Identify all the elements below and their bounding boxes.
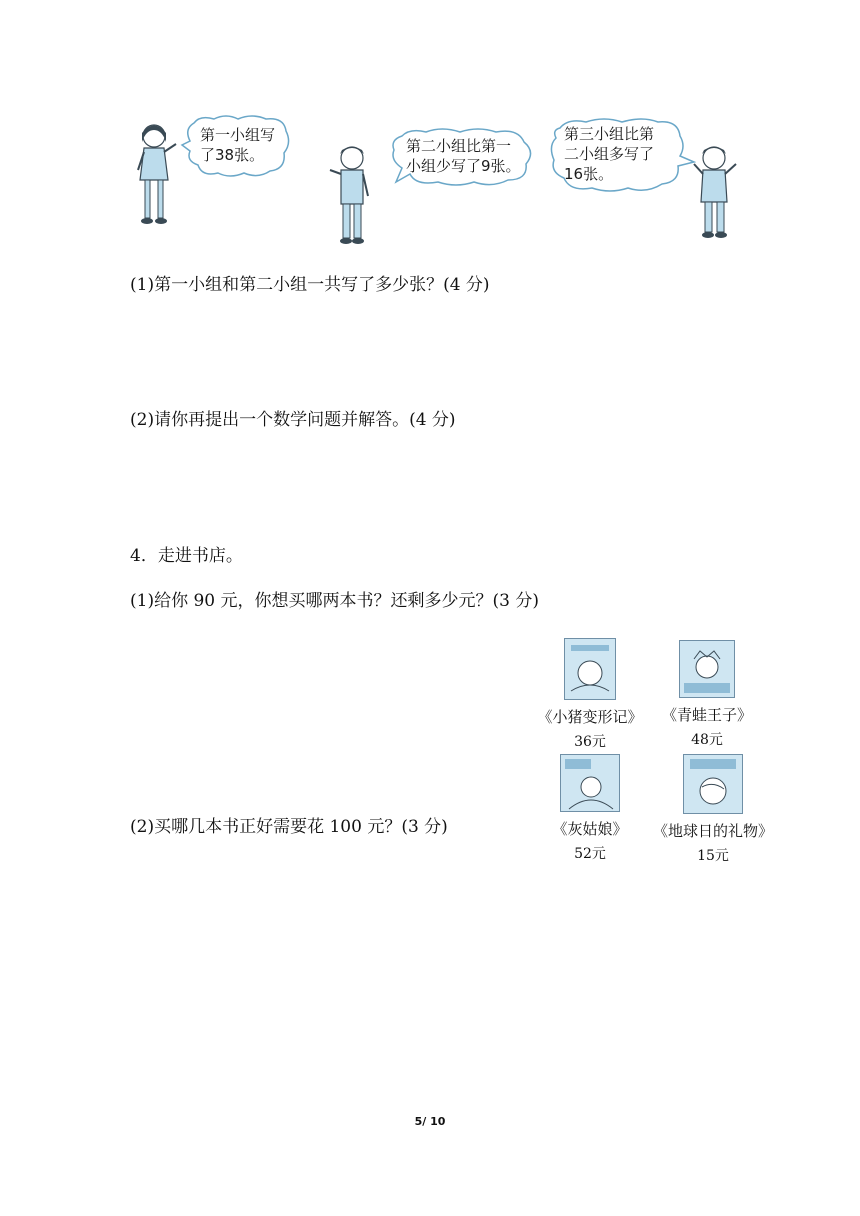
book-cover-earth-icon [683,754,743,814]
speech-text-3: 第三小组比第 二小组多写了 16张。 [564,125,655,183]
book-price: 48元 [691,732,723,748]
speech-text-2: 第二小组比第一 小组少写了9张。 [406,137,521,175]
book-title: 《青蛙王子》 [661,706,752,724]
book-price: 36元 [574,734,606,750]
boy-figure-icon [690,140,742,240]
book-price: 52元 [574,846,606,862]
question-3-1: (1)第一小组和第二小组一共写了多少张？(4 分) [130,275,490,295]
speech-bubble-1 [180,113,292,181]
book-title: 《小猪变形记》 [537,708,643,726]
book-price: 15元 [697,848,729,864]
girl-figure-icon [132,118,182,228]
book-item-4 [640,754,786,865]
book-title: 《地球日的礼物》 [652,822,773,840]
book-cover-pig-icon [564,638,616,700]
question-4-1: (1)给你 90 元，你想买哪两本书？还剩多少元？(3 分) [130,591,540,611]
speech-text-1: 第一小组写 了38张。 [200,126,276,164]
book-title: 《灰姑娘》 [552,820,628,838]
question-4-2: (2)买哪几本书正好需要花 100 元？(3 分) [130,817,448,837]
book-item-2 [652,640,762,749]
book-cover-cinderella-icon [560,754,620,812]
speech-bubble-3 [546,116,696,196]
question-4-heading: 4．走进书店。 [130,546,243,566]
boy-figure-icon [326,140,376,250]
speech-bubble-2 [386,126,536,188]
book-item-1 [528,638,652,751]
book-cover-frog-icon [679,640,735,698]
book-item-3 [540,754,640,863]
page-number: 5/ 10 [414,1115,446,1128]
question-3-2: (2)请你再提出一个数学问题并解答。(4 分) [130,410,456,430]
